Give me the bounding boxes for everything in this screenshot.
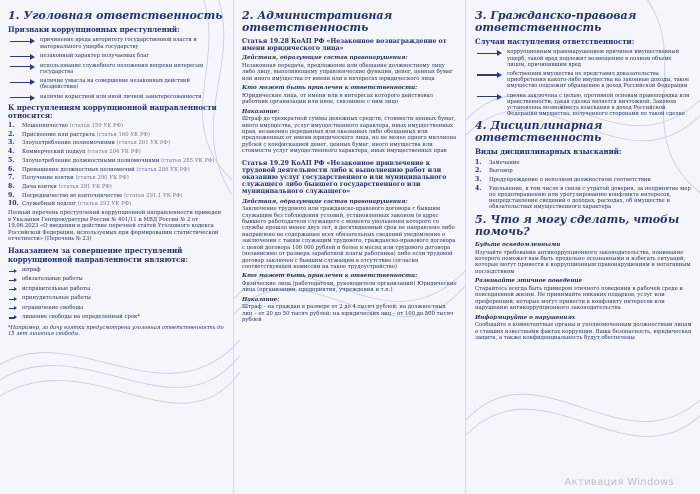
column-civil [467,0,700,494]
crimes-heading: К преступлениям коррупционной направленности относятся: [8,102,217,120]
list-item: штраф [8,267,224,274]
article-19-28-title: Статья 19.28 КоАП РФ «Незаконное вознаграждение от имени юридического лица» [242,38,447,53]
art1-actions-heading: Действия, образующие состав правонарушения: [242,55,408,62]
footnote: *Например, за дачу взятки предусмотрена уголовная ответственность до 15 лет лишения свободы. [8,324,224,338]
art2-who: Физические лица (работодатели, руководители организаций) Юридические лица (организации, предприятия, учреждения и т.п.) [242,280,457,294]
criminal-title: 1. Уголовная ответственность [8,9,223,22]
civil-title: 3. Гражданско-правовая ответственность [475,9,637,34]
list-item: 6. Превышение должностных полномочий (статья 286 УК РФ) [8,165,190,173]
arrow-right-icon [10,79,36,85]
art1-who: Юридические лица, от имени или в интересах которого действовал работник организации или иное, связанное с ним лицо [242,92,434,106]
article-19-29-title: Статья 19.29 КоАП РФ «Незаконное привлечение к трудовой деятельности либо к выполнению работ или оказанию услуг государственного или муниципального служащего либо бывшего государственного или муниципального служащего» [242,159,447,196]
list-item: исправительные работы [8,286,224,293]
list-item: 9. Посредничество во взяточничестве (статья 291.1 УК РФ) [8,191,183,199]
list-item: обязательные работы [8,276,224,283]
help-heading-2: Развивайте этичное поведение [475,278,583,285]
list-item: 2. Выговор [475,167,513,175]
list-item: незаконный характер получаемых благ [8,53,224,60]
list-item: 4. Коммерческий подкуп (статья 204 УК РФ) [8,148,141,156]
list-item: 8. Дача взятки (статья 291 УК РФ) [8,182,112,190]
arrow-right-icon [477,94,503,100]
list-item: наличие корыстной или иной личной заинтересованности [8,94,224,101]
list-item: 3. Предупреждение о неполном должностном соответствии [475,176,651,183]
art2-actions-heading: Действия, образующие состав правонарушения: [242,198,408,205]
punish-list [8,267,224,321]
column-administrative [233,0,466,494]
art1-punish-heading: Наказание: [242,108,280,115]
disciplinary-title: 4. Дисциплинарная ответственность [475,119,603,145]
art2-punish: Штраф – на граждан в размере от 2 до 4 тысяч рублей; на должностных лиц – от 20 до 50 тысяч рублей; на юридических лиц – от 100 до 500 тысяч рублей [242,304,454,324]
art1-who-heading: Кто может быть привлечен к ответственности: [242,85,418,92]
help-heading-1: Будьте осведомленными [475,242,561,249]
art1-actions: Незаконная передача, предложение или обещание должностному лицу либо лицу, выполняющему управленческие функции, денег, ценных бумаг или иного имущества от имени или в интересах юридического лица [242,63,453,82]
signs-list [8,37,224,100]
art2-actions: Заключение трудового или гражданско-правового договора с бывшим служащим без соблюдения условий, установленных законом (в адрес бывшего работодателя служащего с момента увольнения которого со службы прошло менее двух лет, в десятидневный срок не направлено либо направлено не содержащее всех обязательных сведений уведомление о заключении с таким служащим трудового, гражданско-правового договора с ценой договора 100 000 рублей и более в месяц или трудового договора (независимо от размера заработной платы работника) либо если трудовой договор заключен с бывшим служащим в отсутствие согласия соответствующей комиссии на такое трудоустройство) [242,206,456,270]
cases-list [475,49,692,117]
arrow-right-icon [8,287,22,293]
help-text-1: Изучайте требования антикоррупционного законодательства, понимание которого поможет вам быть предельно осознанными и избегать ситуаций, которые могут привести к коррупционным правонарушениям и негативным последствиям [475,249,691,275]
arrow-right-icon [10,54,36,60]
help-text-2: Старайтесь всегда быть примером этичного поведения в рабочей среде и повседневной жизни. Не принимайте никаких подарков, услуг или преференций, которые могут привести к конфликту интересов или нарушению антикоррупционного законодательства [475,285,683,312]
list-item: ограничение свободы [8,305,224,312]
disc-list [475,160,692,210]
crimes-list [8,123,224,207]
art2-who-heading: Кто может быть привлечен к ответственности: [242,273,418,280]
arrow-right-icon [10,64,36,70]
signs-heading: Признаки коррупционных преступлений: [8,25,180,34]
list-item: наличие умысла на совершение незаконных действий (бездействия) [8,78,224,90]
arrow-right-icon [477,72,503,78]
list-item: причинение вреда авторитету государственной власти и материального ущерба государству [8,37,224,49]
list-item: 1. Замечание [475,158,520,166]
disc-heading: Виды дисциплинарных взысканий: [475,147,622,157]
list-item: собственник имущества не представил доказательства приобретения какого-либо имущества на законные доходы, такое имущество подлежит обращению в доход Российской Федерации [475,71,692,90]
list-item: лишение свободы на определенный срок* [8,314,224,321]
art2-punish-heading: Наказание: [242,296,280,303]
help-title: 5. Что я могу сделать, чтобы помочь? [475,213,680,239]
art1-punish: Штраф до трехкратной суммы денежных средств, стоимости ценных бумаг, иного имущества, услуг имущественного характера, иных имущественных прав, незаконно переданных или оказанных либо обещанных или предложенных от имени юридического лица, но не менее одного миллиона рублей с конфискацией денег, ценных бумаг, иного имущества или стоимости услуг имущественного характера, иных имущественных прав [242,116,457,155]
full-list-paragraph: Полный перечень преступлений коррупционной направленности приведен в Указании Генпрокуратуры России № 401/11 и МВД России № 2 от 19.06.2023 «О введении в действие перечней статей Уголовного кодекса Российской Федерации, используемых при формировании статистической отчетности» (Перечень № 23) [8,210,222,243]
list-item: 10. Служебный подлог (статья 292 УК РФ) [8,200,132,208]
arrow-right-icon [8,296,22,302]
arrow-right-icon [8,315,22,321]
cases-heading: Случаи наступления ответственности: [475,37,635,46]
list-item: принудительные работы [8,295,224,302]
list-item: 2. Присвоение или растрата (статья 160 УК РФ) [8,130,150,138]
admin-title: 2. Административная ответственность [242,9,393,34]
list-item: 4. Увольнение, в том числе в связи с утратой доверия, за непринятие мер по предотвращению или урегулированию конфликта интересов, непредставление сведений о доходах, расходах, об имуществе и обязательствах имущественного характера [475,184,691,210]
column-criminal [0,0,232,494]
list-item: 5. Злоупотребление должностными полномочиями (статья 285 УК РФ) [8,156,215,164]
arrow-right-icon [8,277,22,283]
arrow-right-icon [477,50,503,56]
arrow-right-icon [8,268,22,274]
arrow-right-icon [8,306,22,312]
list-item: коррупционным правонарушением причинен имущественный ущерб, такой вред подлежит возмещению в полном объеме лицом, причинившим вред [475,49,692,68]
arrow-right-icon [10,95,36,101]
arrow-right-icon [10,38,36,44]
list-item: сделка заключена с целью, противной основам правопорядка или нравственности, такая сделка является ничтожной. Законом установлена возможность взыскания в доход Российской Федерации имущества, полученного сторонами по такой сделке [475,93,692,118]
help-text-3: Сообщайте в компетентные органы и уполномоченным должностным лицам о ставших известными фактах коррупции. Ваша безопасность, юридическая защита, а также конфиденциальность будут обеспечены [475,322,692,341]
list-item: 1. Мошенничество (статья 159 УК РФ) [8,122,124,130]
list-item: 3. Злоупотребление полномочиями (статья 201 УК РФ) [8,139,170,147]
windows-activation-watermark: Активация Windows [564,477,674,488]
list-item: использование служебного положения вопреки интересам государства [8,63,224,75]
punish-heading: Наказанием за совершение преступлений коррупционной направленности являются: [8,246,188,264]
help-heading-3: Информируйте о нарушениях [475,314,576,321]
list-item: 7. Получение взятки (статья 290 УК РФ) [8,174,129,182]
